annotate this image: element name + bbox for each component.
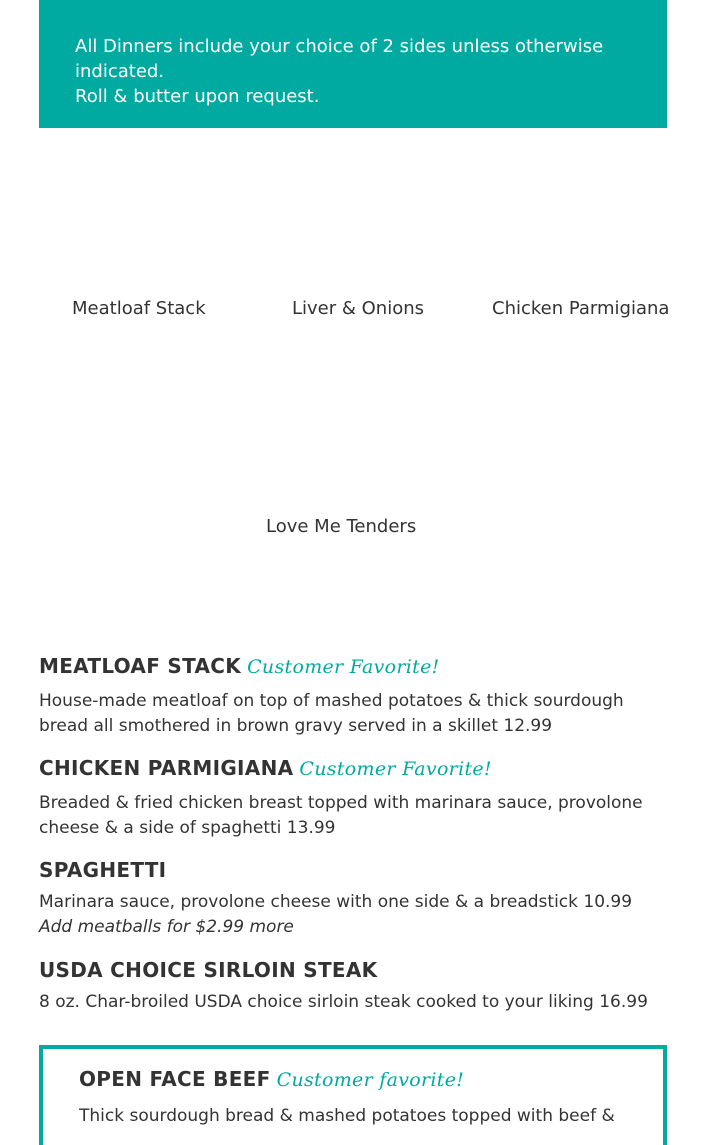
- menu-item-title-chicken-parmigiana: [39, 756, 492, 780]
- menu-item-desc-sirloin-steak: [39, 990, 669, 1015]
- customer-favorite-tag: Customer favorite!: [276, 1069, 465, 1091]
- menu-item-desc-chicken-parmigiana: [39, 791, 669, 841]
- item-name: MEATLOAF STACK: [39, 654, 242, 678]
- item-description: Marinara sauce, provolone cheese with one side & a breadstick 10.99: [39, 892, 633, 912]
- menu-item-title-sirloin-steak: [39, 958, 377, 982]
- dinners-info-banner: [39, 0, 667, 128]
- gallery-caption-chicken-parmigiana[interactable]: Chicken Parmigiana: [492, 298, 670, 319]
- menu-item-desc-open-face-beef: [79, 1104, 619, 1129]
- customer-favorite-tag: Customer Favorite!: [299, 758, 492, 780]
- item-description: 8 oz. Char-broiled USDA choice sirloin steak cooked to your liking 16.99: [39, 992, 648, 1012]
- item-name: USDA CHOICE SIRLOIN STEAK: [39, 958, 378, 982]
- item-description: Breaded & fried chicken breast topped with marinara sauce, provolone cheese & a side of spaghetti 13.99: [39, 793, 643, 838]
- menu-item-desc-meatloaf-stack: [39, 689, 669, 739]
- menu-item-title-meatloaf-stack: [39, 654, 440, 678]
- customer-favorite-tag: Customer Favorite!: [247, 656, 440, 678]
- gallery-caption-liver-onions[interactable]: Liver & Onions: [292, 298, 425, 319]
- item-note: Add meatballs for $2.99 more: [39, 917, 294, 937]
- gallery-caption-love-me-tenders[interactable]: Love Me Tenders: [266, 516, 417, 537]
- item-description: Thick sourdough bread & mashed potatoes topped with beef &: [79, 1106, 615, 1126]
- menu-item-desc-spaghetti: [39, 890, 669, 940]
- banner-roll-note: Roll & butter upon request.: [75, 86, 320, 107]
- banner-sides-note: All Dinners include your choice of 2 sides unless otherwise indicated.: [75, 36, 604, 82]
- featured-item-box: [39, 1045, 667, 1145]
- item-name: SPAGHETTI: [39, 858, 167, 882]
- item-name: OPEN FACE BEEF: [79, 1067, 271, 1091]
- menu-item-title-spaghetti: [39, 858, 166, 882]
- item-description: House-made meatloaf on top of mashed potatoes & thick sourdough bread all smothered in brown gravy served in a skillet 12.99: [39, 691, 624, 736]
- item-name: CHICKEN PARMIGIANA: [39, 756, 294, 780]
- gallery-caption-meatloaf-stack[interactable]: Meatloaf Stack: [72, 298, 206, 319]
- menu-item-title-open-face-beef: [79, 1067, 464, 1091]
